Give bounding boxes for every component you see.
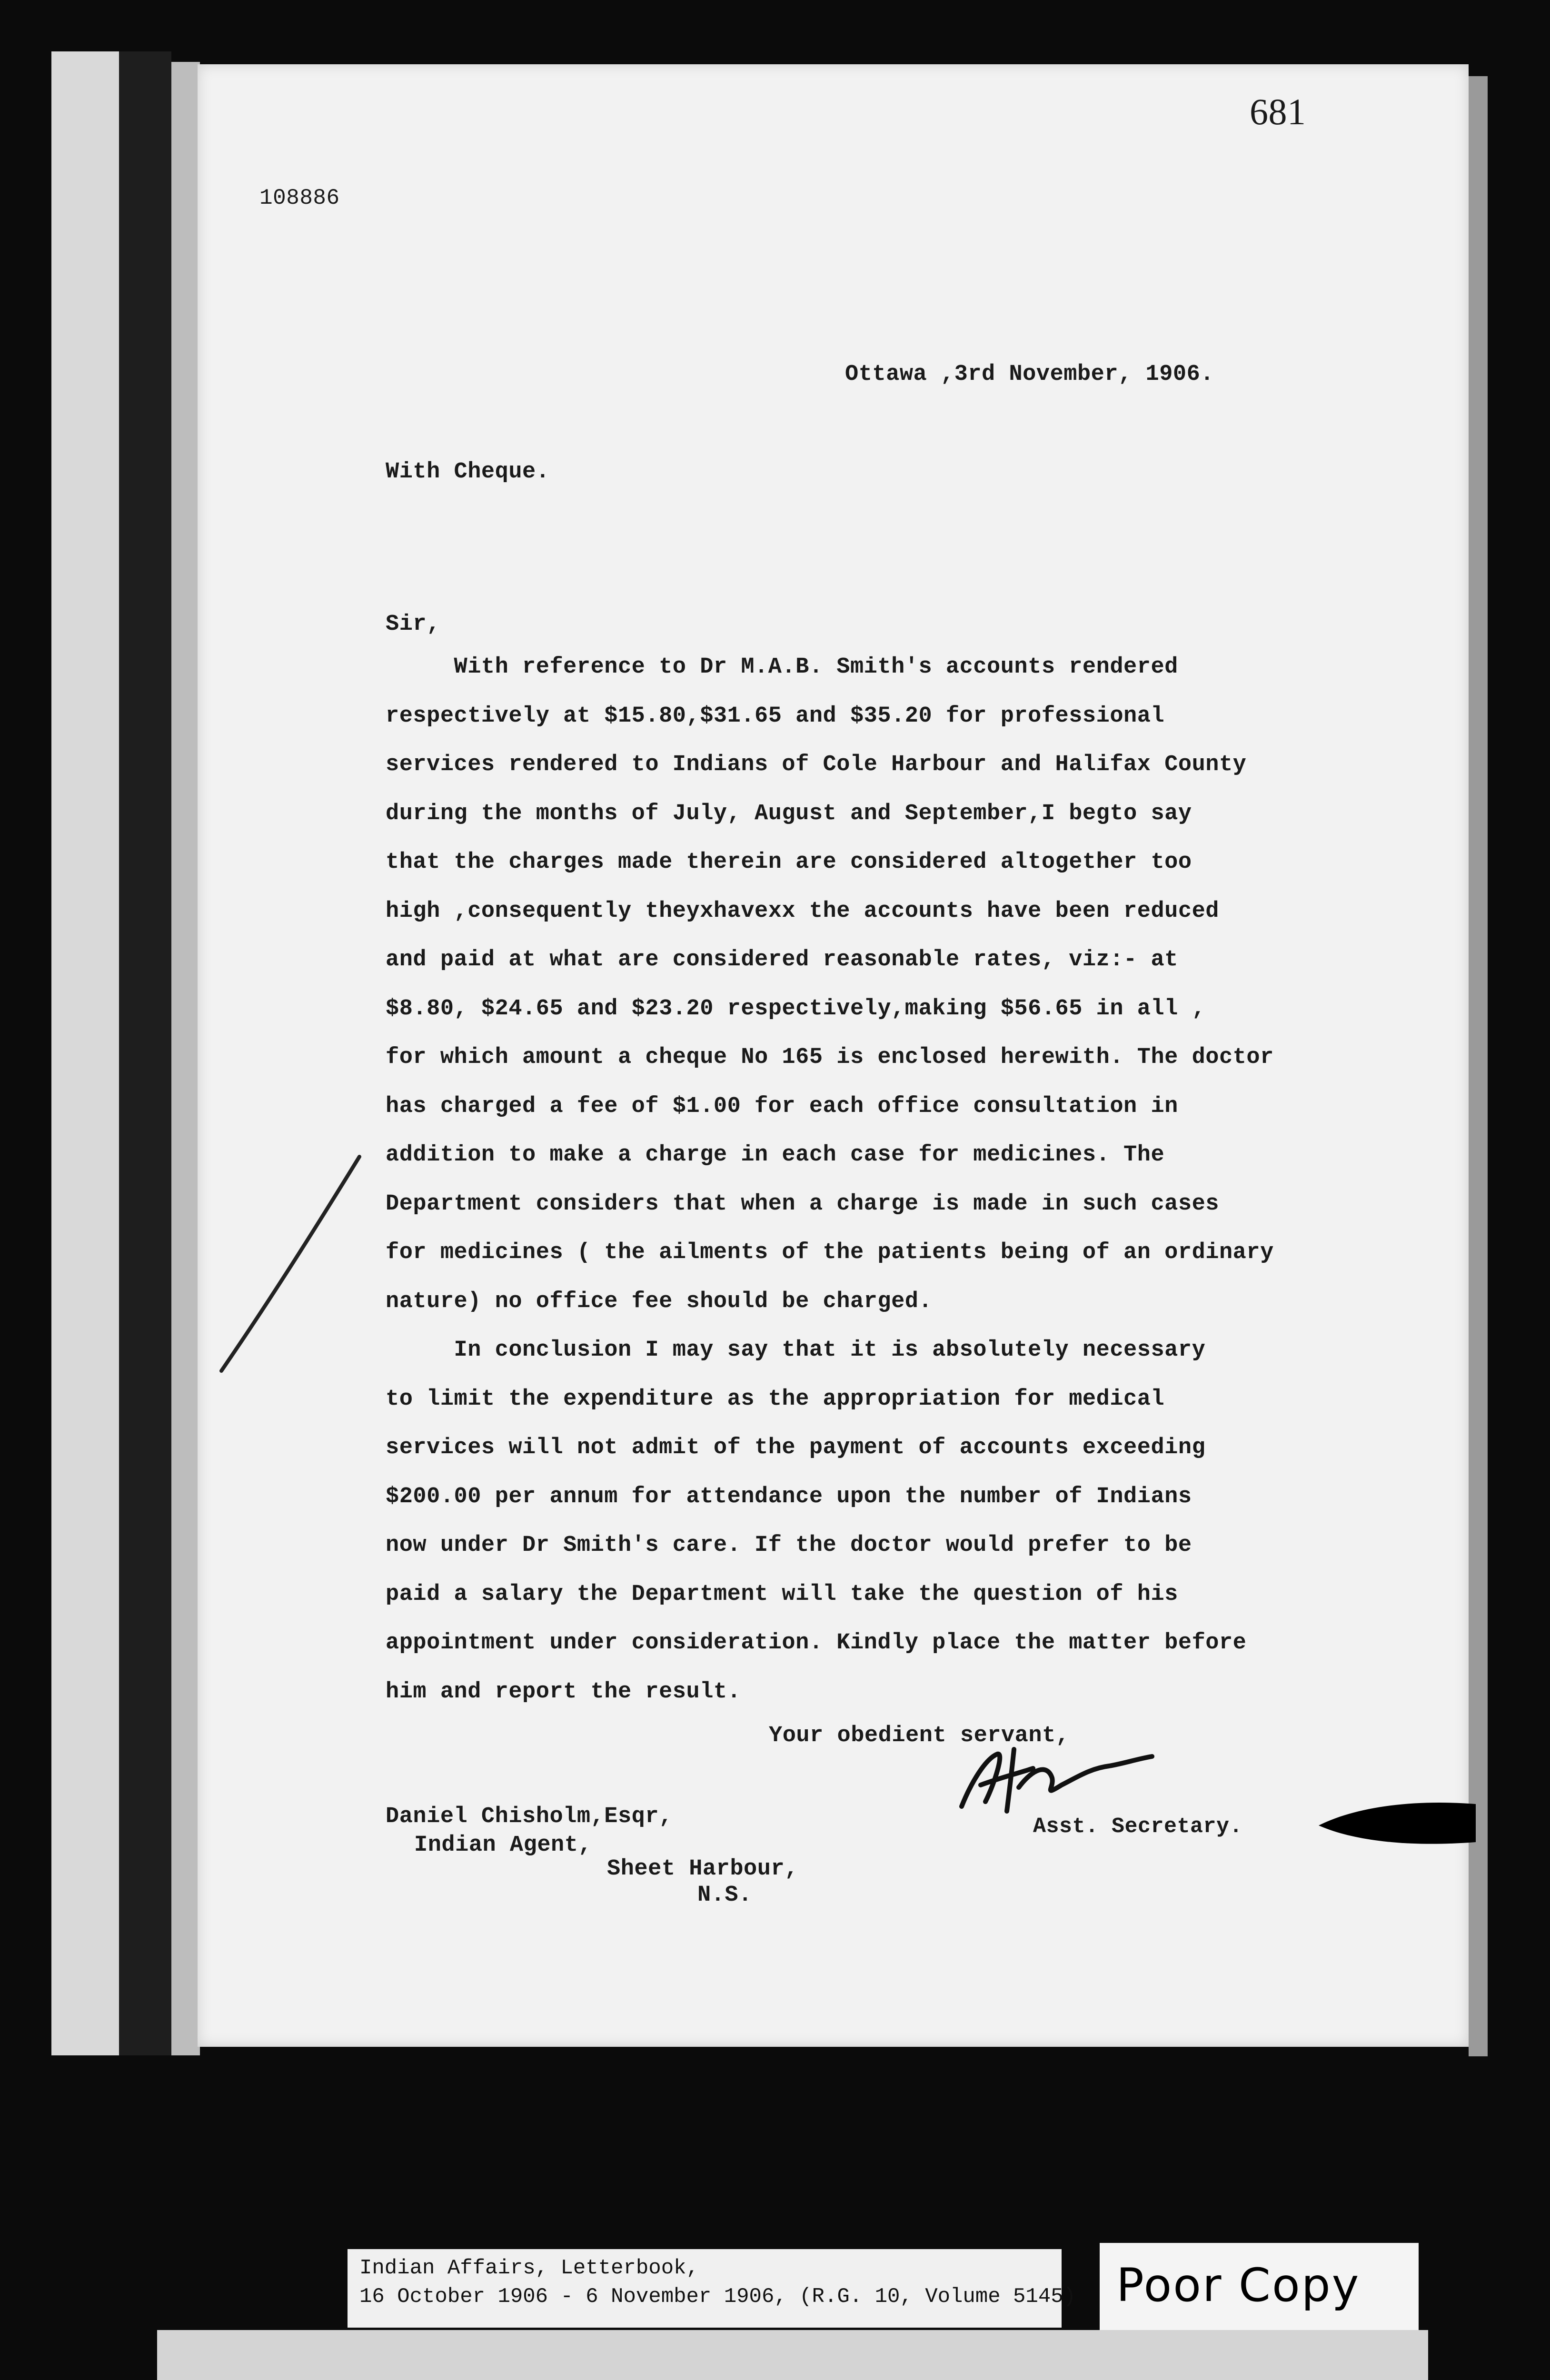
body-line: respectively at $15.80,$31.65 and $35.20 for professional xyxy=(386,704,1165,729)
citation-line: 16 October 1906 - 6 November 1906, (R.G. 10, Volume 5145) xyxy=(359,2285,1076,2309)
binding-gutter xyxy=(119,51,171,2055)
page-stack-right-edge xyxy=(1469,76,1488,2056)
addressee-position: Indian Agent, xyxy=(414,1833,592,1858)
quality-note: Poor Copy xyxy=(1116,2259,1361,2312)
body-line: to limit the expenditure as the appropriation for medical xyxy=(386,1387,1165,1412)
body-line: high ,consequently theyxhavexx the accounts have been reduced xyxy=(386,899,1219,924)
page-number: 681 xyxy=(1250,91,1306,132)
margin-pen-mark xyxy=(217,1152,369,1376)
body-line: has charged a fee of $1.00 for each office consultation in xyxy=(386,1094,1178,1119)
body-line: With reference to Dr M.A.B. Smith's accounts rendered xyxy=(386,654,1178,680)
body-line: $200.00 per annum for attendance upon the number of Indians xyxy=(386,1484,1192,1509)
body-line: during the months of July, August and September,I begto say xyxy=(386,801,1192,826)
body-line: that the charges made therein are considered altogether too xyxy=(386,850,1192,875)
file-number: 108886 xyxy=(259,186,340,210)
body-line: In conclusion I may say that it is absolutely necessary xyxy=(386,1338,1206,1363)
date-line: Ottawa ,3rd November, 1906. xyxy=(845,362,1214,387)
page-stack-edge xyxy=(171,62,200,2055)
body-line: $8.80, $24.65 and $23.20 respectively,making $56.65 in all , xyxy=(386,996,1206,1021)
addressee-province: N.S. xyxy=(697,1883,752,1908)
body-line: now under Dr Smith's care. If the doctor would prefer to be xyxy=(386,1533,1192,1558)
archives-plate xyxy=(157,2330,1428,2380)
body-line: addition to make a charge in each case for medicines. The xyxy=(386,1142,1165,1168)
signatory-title: Asst. Secretary. xyxy=(1033,1815,1243,1839)
handwritten-signature xyxy=(952,1740,1162,1821)
body-line: him and report the result. xyxy=(386,1679,741,1705)
addressee-town: Sheet Harbour, xyxy=(607,1856,798,1882)
body-line: Department considers that when a charge is made in such cases xyxy=(386,1191,1219,1217)
body-line: and paid at what are considered reasonable rates, viz:- at xyxy=(386,947,1178,972)
enclosure-note: With Cheque. xyxy=(386,459,550,485)
body-line: for which amount a cheque No 165 is enclosed herewith. The doctor xyxy=(386,1045,1274,1070)
body-line: services rendered to Indians of Cole Harbour and Halifax County xyxy=(386,752,1247,777)
body-line: paid a salary the Department will take the question of his xyxy=(386,1582,1178,1607)
pointer-mark-icon xyxy=(1319,1797,1476,1849)
body-line: appointment under consideration. Kindly place the matter before xyxy=(386,1630,1247,1656)
complimentary-close: Your obedient servant, xyxy=(769,1723,1070,1748)
salutation: Sir, xyxy=(386,612,440,637)
body-line: nature) no office fee should be charged. xyxy=(386,1289,933,1314)
body-line: services will not admit of the payment of accounts exceeding xyxy=(386,1435,1206,1460)
citation-line: Indian Affairs, Letterbook, xyxy=(359,2256,699,2280)
body-line: for medicines ( the ailments of the patients being of an ordinary xyxy=(386,1240,1274,1265)
addressee-name: Daniel Chisholm,Esqr, xyxy=(386,1804,673,1829)
